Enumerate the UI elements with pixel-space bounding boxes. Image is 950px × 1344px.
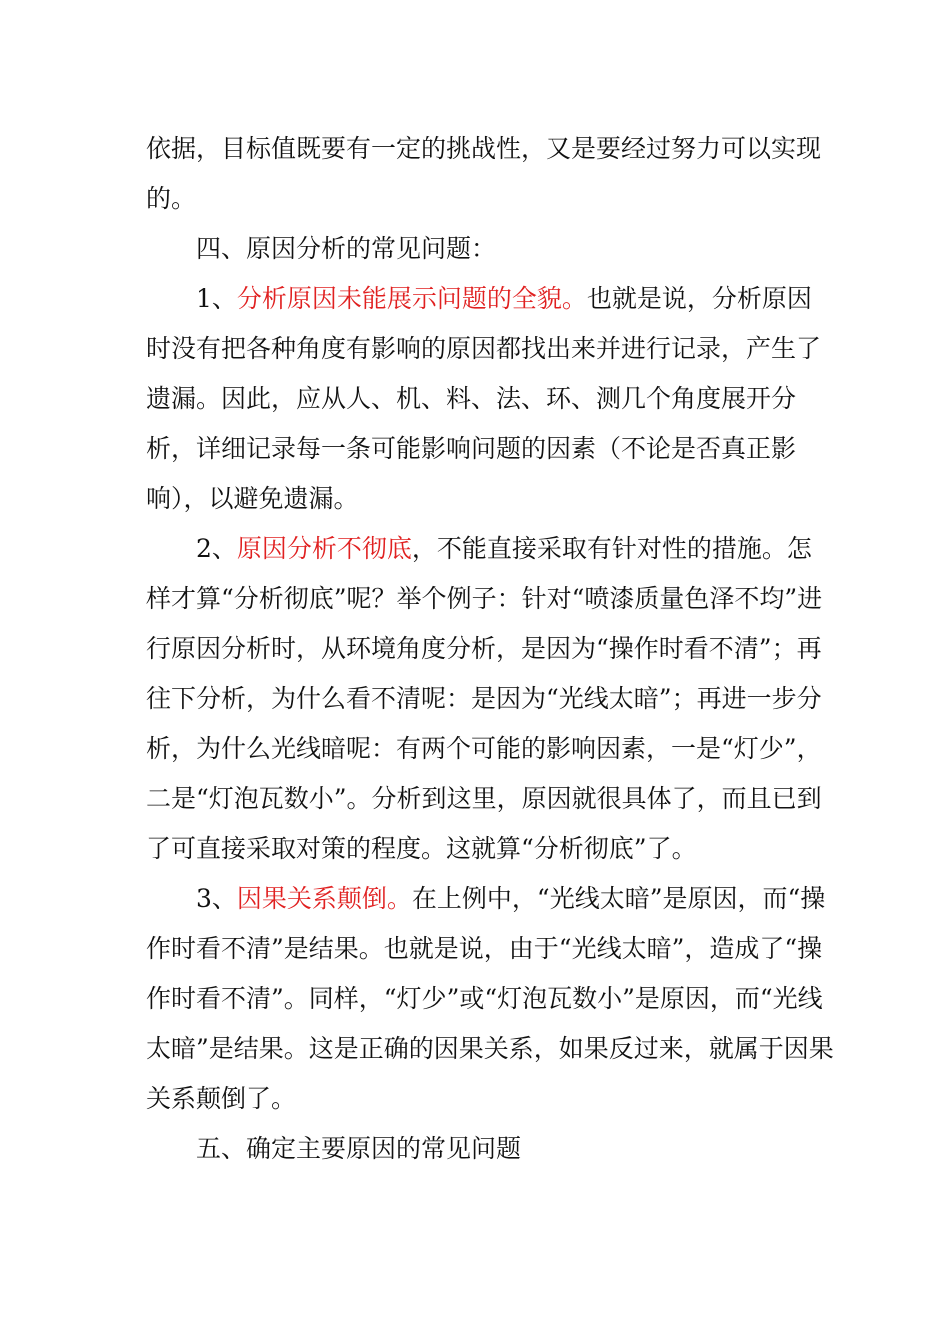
text-line: 响），以避免遗漏。 — [146, 484, 359, 513]
text-line: 的。 — [146, 184, 197, 213]
text-line: 作时看不清”。同样，“灯少”或“灯泡瓦数小”是原因，而“光线 — [146, 984, 823, 1013]
section-heading-5: 五、确定主要原因的常见问题 — [196, 1134, 522, 1163]
text-line: 作时看不清”是结果。也就是说，由于“光线太暗”，造成了“操 — [146, 934, 823, 963]
section-heading-4: 四、原因分析的常见问题： — [196, 234, 497, 263]
text-line: 析，详细记录每一条可能影响问题的因素（不论是否真正影 — [146, 434, 797, 463]
text-line: 太暗”是结果。这是正确的因果关系，如果反过来，就属于因果 — [146, 1034, 834, 1063]
text-line: 二是“灯泡瓦数小”。分析到这里，原因就很具体了，而且已到 — [146, 784, 822, 813]
text-line: 时没有把各种角度有影响的原因都找出来并进行记录，产生了 — [146, 334, 822, 363]
text-line: 析，为什么光线暗呢：有两个可能的影响因素，一是“灯少”， — [146, 734, 822, 763]
text-line: 关系颠倒了。 — [146, 1084, 297, 1113]
list-item-1-heading: 1、分析原因未能展示问题的全貌。也就是说，分析原因 — [196, 284, 812, 313]
text-line: 样才算“分析彻底”呢？举个例子：针对“喷漆质量色泽不均”进 — [146, 584, 823, 613]
text-line: 依据，目标值既要有一定的挑战性，又是要经过努力可以实现 — [146, 134, 822, 163]
list-item-3-heading: 3、因果关系颠倒。在上例中，“光线太暗”是原因，而“操 — [196, 884, 826, 913]
text-line: 遗漏。因此，应从人、机、料、法、环、测几个角度展开分 — [146, 384, 797, 413]
list-item-2-heading: 2、原因分析不彻底，不能直接采取有针对性的措施。怎 — [196, 534, 812, 563]
highlight-text: 原因分析不彻底 — [236, 534, 412, 563]
highlight-text: 分析原因未能展示问题的全貌。 — [236, 284, 587, 313]
text-line: 往下分析，为什么看不清呢：是因为“光线太暗”；再进一步分 — [146, 684, 822, 713]
highlight-text: 因果关系颠倒。 — [236, 884, 412, 913]
text-line: 行原因分析时，从环境角度分析，是因为“操作时看不清”；再 — [146, 634, 822, 663]
text-line: 了可直接采取对策的程度。这就算“分析彻底”了。 — [146, 834, 697, 863]
